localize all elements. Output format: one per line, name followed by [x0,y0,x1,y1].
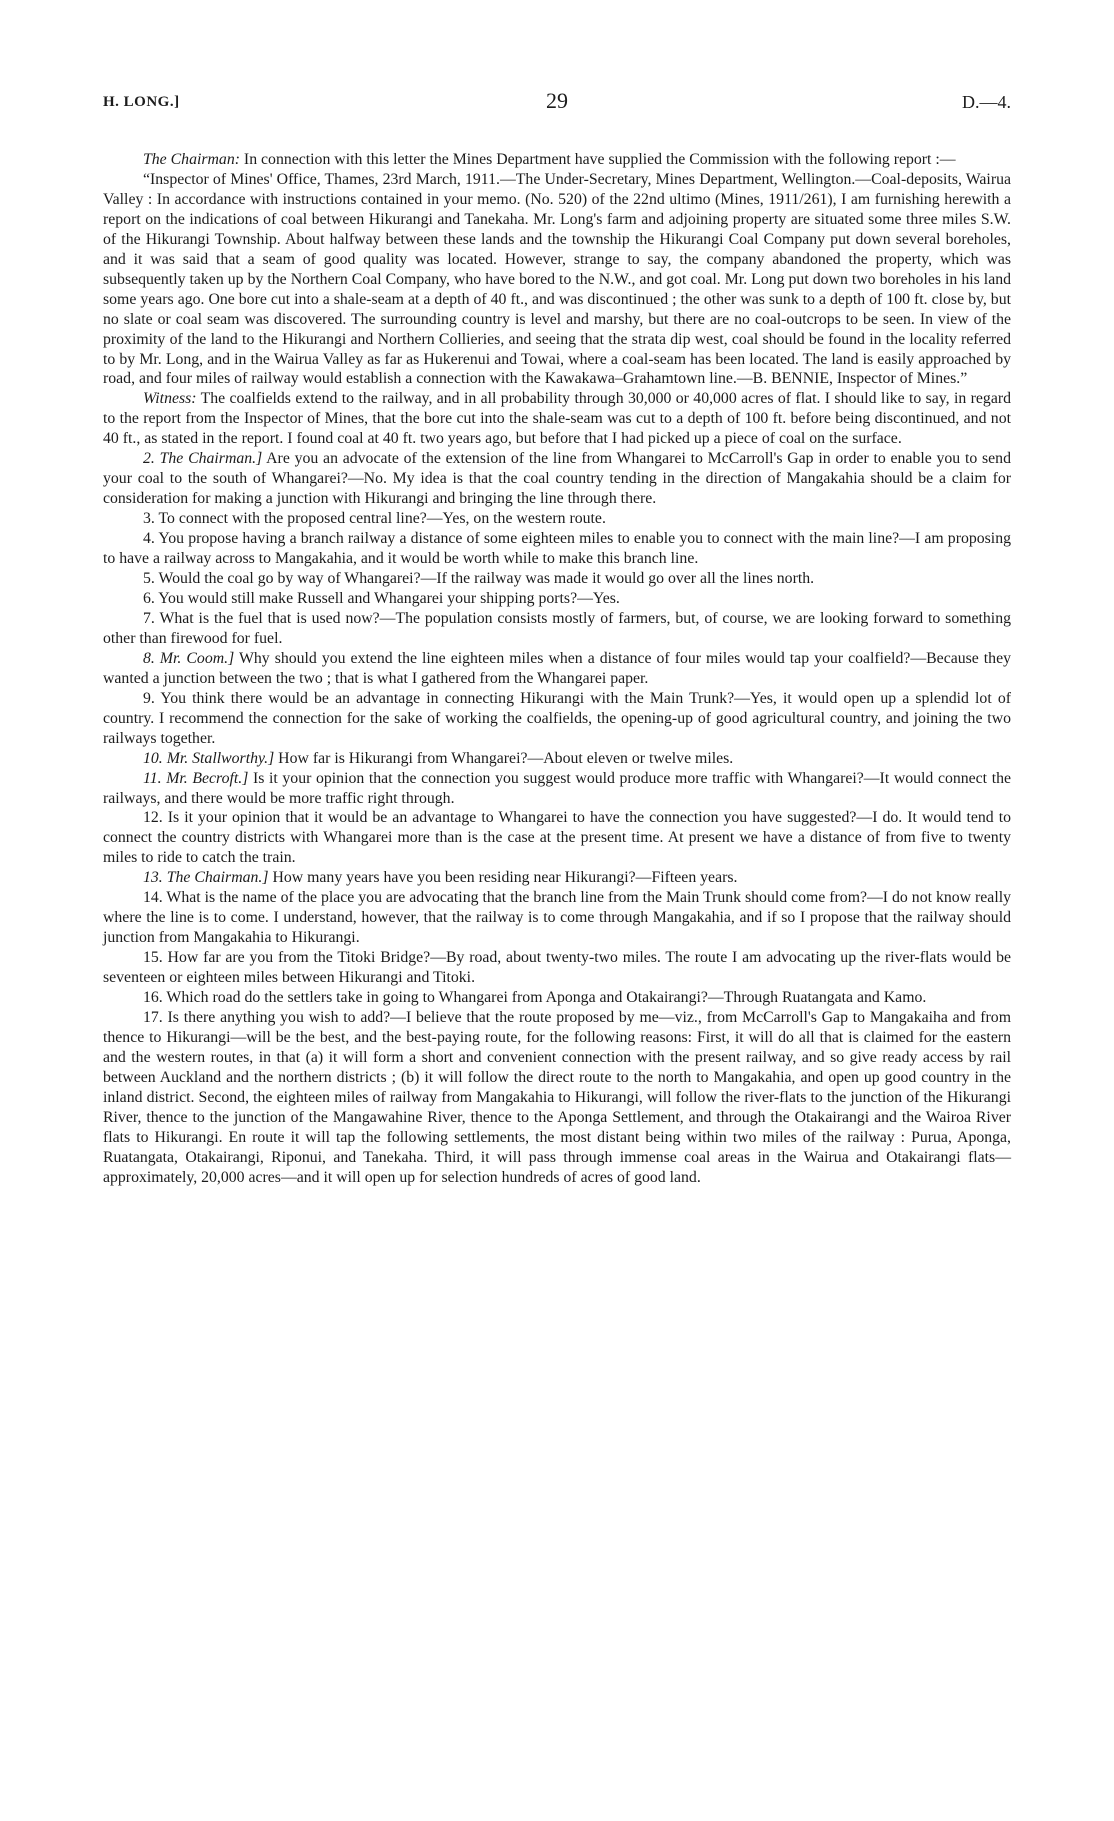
document-body [103,150,1011,1188]
header-witness-name: H. LONG.] [103,94,180,110]
question-answer [103,988,1011,1008]
speaker-label: 11. Mr. Becroft.] [143,769,249,787]
question-answer [103,749,1011,769]
question-answer [103,1008,1011,1188]
page-number: 29 [546,88,568,113]
header-paper-reference: D.—4. [962,92,1011,112]
paragraph-text: 16. Which road do the settlers take in going to Whangarei from Aponga and Otakairangi?—Through Ruatangata and Kamo. [143,989,927,1007]
paragraph-text: The coalfields extend to the railway, and in all probability through 30,000 or 40,000 acres of flat. I should like to say, in regard to the report from the Inspector of Mines, that the bore cut into the shale-seam was cut to a depth of 100 ft. before being discontinued, and not 40 ft., as stated in the report. I found coal at 40 ft. two years ago, but before that I had picked up a piece of coal on the surface. [103,390,1011,448]
paragraph-text: Why should you extend the line eighteen miles when a distance of four miles would tap your coalfield?—Because they wanted a junction between the two ; that is what I gathered from the Whangarei paper. [103,649,1011,687]
speaker-label: 8. Mr. Coom.] [143,649,235,667]
question-answer [103,868,1011,888]
speaker-label: Witness: [143,390,197,408]
speaker-label: The Chairman: [143,151,240,168]
question-answer [103,649,1011,689]
speaker-label: 10. Mr. Stallworthy.] [143,749,275,767]
question-answer [103,529,1011,569]
question-answer [103,449,1011,509]
quoted-report [103,170,1011,389]
question-answer [103,769,1011,809]
speaker-label: 13. The Chairman.] [143,869,269,887]
paragraph-text: “Inspector of Mines' Office, Thames, 23rd March, 1911.—The Under-Secretary, Mines Department, Wellington.—Coal-deposits, Wairua Valley : In accordance with instructions contained in your memo. (No. 520) of the 22nd ultimo (Mines, 1911/261), I am furnishing herewith a report on the indications of coal between Hikurangi and Tanekaha. Mr. Long's farm and adjoining property are situated some three miles S.W. of the Hikurangi Township. About halfway between these lands and the township the Hikurangi Coal Company put down several boreholes, and it was said that a seam of good quality was located. However, strange to say, the company abandoned the property, which was subsequently taken up by the Northern Coal Company, who have bored to the N.W., and got coal. Mr. Long put down two boreholes in his land some years ago. One bore cut into a shale-seam at a depth of 40 ft., and was discontinued ; the other was sunk to a depth of 100 ft. close by, but no slate or coal seam was discovered. The surrounding country is level and marshy, but there are no coal-outcrops to be seen. In view of the proximity of the land to the Hikurangi and Northern Collieries, and seeing that the strata dip west, coal should be found in the locality referred to by Mr. Long, and in the Wairua Valley as far as Hukerenui and Towai, where a coal-seam has been located. The land is easily approached by road, and four miles of railway would establish a connection with the Kawakawa–Grahamtown line.—B. BENNIE, Inspector of Mines.” [103,170,1011,388]
page-header [103,88,1011,118]
paragraph-text: Is it your opinion that the connection you suggest would produce more traffic with Whangarei?—It would connect the railways, and there would be more traffic right through. [103,769,1012,807]
question-answer [103,609,1011,649]
paragraph-text: 12. Is it your opinion that it would be an advantage to Whangarei to have the connection you have suggested?—I do. It would tend to connect the country districts with Whangarei more than is the case at the present time. At present we have a distance of from five to twenty miles to ride to catch the train. [103,809,1011,867]
paragraph-text: How far is Hikurangi from Whangarei?—About eleven or twelve miles. [274,749,734,767]
paragraph-text: 3. To connect with the proposed central line?—Yes, on the western route. [143,510,606,528]
paragraph-text: In connection with this letter the Mines Department have supplied the Commission with the following report :— [239,151,956,168]
question-answer [103,569,1011,589]
paragraph [103,389,1011,449]
question-answer [103,808,1011,868]
paragraph [103,150,1011,170]
paragraph-text: Are you an advocate of the extension of the line from Whangarei to McCarroll's Gap in order to enable you to send your coal to the south of Whangarei?—No. My idea is that the coal country tending in the direction of Mangakahia should be a claim for consideration for making a junction with Hikurangi and bringing the line through there. [103,450,1011,508]
question-answer [103,509,1011,529]
question-answer [103,888,1011,948]
paragraph-text: 15. How far are you from the Titoki Bridge?—By road, about twenty-two miles. The route I am advocating up the river-flats would be seventeen or eighteen miles between Hikurangi and Titoki. [103,949,1011,987]
paragraph-text: 9. You think there would be an advantage in connecting Hikurangi with the Main Trunk?—Yes, it would open up a splendid lot of country. I recommend the connection for the sake of working the coalfields, the opening-up of good agricultural country, and joining the two railways together. [103,689,1011,747]
paragraph-text: How many years have you been residing near Hikurangi?—Fifteen years. [268,869,738,887]
paragraph-text: 17. Is there anything you wish to add?—I believe that the route proposed by me—viz., from McCarroll's Gap to Mangakaiha and from thence to Hikurangi—will be the best, and the best-paying route, for the following reasons: First, it will do all that is claimed for the eastern and the western routes, in that (a) it will form a short and convenient connection with the present railway, and so give ready access by rail between Auckland and the northern districts ; (b) it will follow the direct route to the north to Mangakahia, and open up good country in the inland district. Second, the eighteen miles of railway from Mangakahia to Hikurangi, will follow the river-flats to the junction of the Hikurangi River, thence to the junction of the Mangawahine River, thence to the Aponga Settlement, and through the Otakairangi and the Wairoa River flats to Hikurangi. En route it will tap the following settlements, the most distant being within two miles of the railway : Purua, Aponga, Ruatangata, Otakairangi, Riponui, and Tanekaha. Third, it will pass through immense coal areas in the Wairua and Otakairangi flats—approximately, 20,000 acres—and it will open up for selection hundreds of acres of good land. [103,1008,1011,1186]
speaker-label: 2. The Chairman.] [143,450,263,468]
paragraph-text: 7. What is the fuel that is used now?—The population consists mostly of farmers, but, of course, we are looking forward to something other than firewood for fuel. [103,609,1011,647]
paragraph-text: 5. Would the coal go by way of Whangarei?—If the railway was made it would go over all the lines north. [143,570,815,588]
paragraph-text: 6. You would still make Russell and Whangarei your shipping ports?—Yes. [143,589,620,607]
question-answer [103,948,1011,988]
question-answer [103,589,1011,609]
paragraph-text: 14. What is the name of the place you are advocating that the branch line from the Main Trunk should come from?—I do not know really where the line is to come. I understand, however, that the railway is to come through Mangakahia, and if so I propose that the railway should junction from Mangakahia to Hikurangi. [103,889,1011,947]
question-answer [103,689,1011,749]
paragraph-text: 4. You propose having a branch railway a distance of some eighteen miles to enable you to connect with the main line?—I am proposing to have a railway across to Mangakahia, and it would be worth while to make this branch line. [103,530,1011,568]
